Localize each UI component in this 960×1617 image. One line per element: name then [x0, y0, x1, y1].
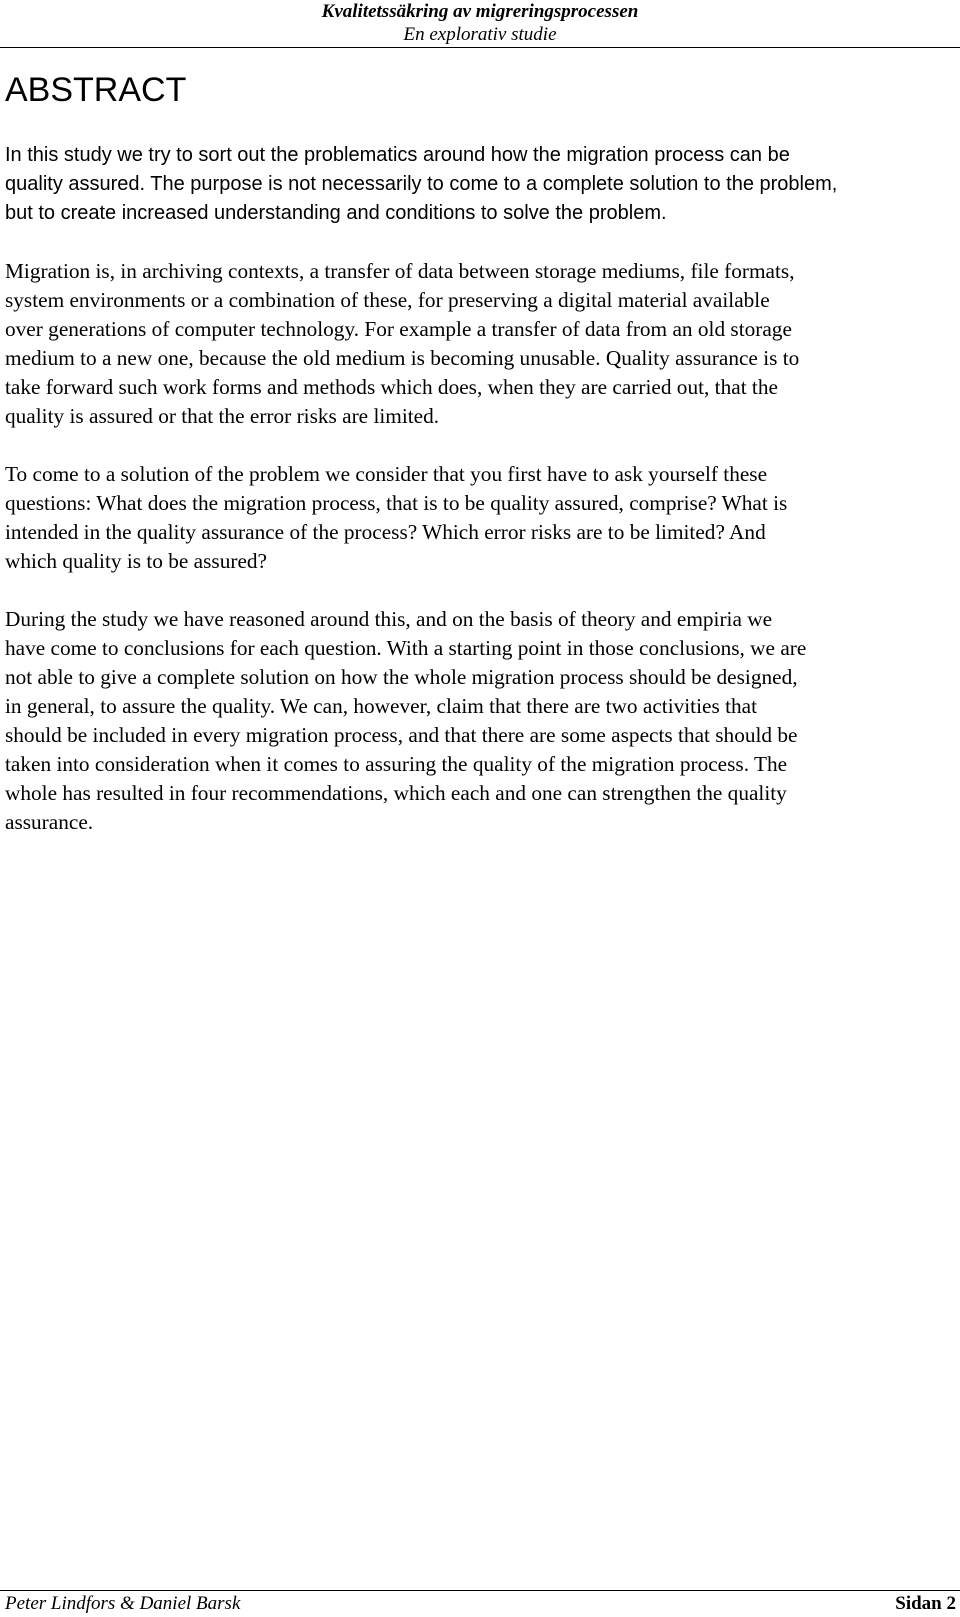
- text-line: should be included in every migration process, and that there are some aspects that should be: [5, 723, 798, 747]
- text-line: assurance.: [5, 810, 94, 834]
- text-line: whole has resulted in four recommendations, which each and one can strengthen the quality: [5, 781, 787, 805]
- text-line: In this study we try to sort out the problematics around how the migration process can be: [5, 144, 790, 166]
- text-line: questions: What does the migration process, that is to be quality assured, comprise? What is: [5, 491, 788, 515]
- text-line: quality assured. The purpose is not necessarily to come to a complete solution to the problem,: [5, 173, 838, 195]
- text-line: over generations of computer technology. For example a transfer of data from an old storage: [5, 317, 792, 341]
- paragraph-conclusions: [5, 605, 955, 837]
- paragraph-intro: [5, 141, 955, 228]
- text-line: quality is assured or that the error risks are limited.: [5, 404, 440, 428]
- abstract-body: [5, 141, 955, 866]
- footer-authors: Peter Lindfors & Daniel Barsk: [5, 1593, 241, 1614]
- text-line: medium to a new one, because the old medium is becoming unusable. Quality assurance is to: [5, 346, 800, 370]
- page-header: [0, 0, 960, 48]
- page-footer: [0, 1590, 960, 1617]
- header-title: Kvalitetssäkring av migreringsprocessen: [321, 1, 639, 22]
- text-line: taken into consideration when it comes to assuring the quality of the migration process. The: [5, 752, 788, 776]
- text-line: but to create increased understanding and conditions to solve the problem.: [5, 202, 667, 224]
- text-line: which quality is to be assured?: [5, 549, 268, 573]
- text-line: system environments or a combination of these, for preserving a digital material available: [5, 288, 770, 312]
- header-subtitle: En explorativ studie: [403, 24, 557, 45]
- abstract-heading: ABSTRACT: [5, 71, 187, 109]
- text-line: intended in the quality assurance of the process? Which error risks are to be limited? And: [5, 520, 766, 544]
- text-line: During the study we have reasoned around this, and on the basis of theory and empiria we: [5, 607, 773, 631]
- page-number: Sidan 2: [895, 1593, 956, 1614]
- text-line: Migration is, in archiving contexts, a transfer of data between storage mediums, file formats,: [5, 259, 795, 283]
- text-line: have come to conclusions for each question. With a starting point in those conclusions, we are: [5, 636, 807, 660]
- text-line: not able to give a complete solution on how the whole migration process should be designed,: [5, 665, 798, 689]
- text-line: take forward such work forms and methods which does, when they are carried out, that the: [5, 375, 778, 399]
- text-line: in general, to assure the quality. We can, however, claim that there are two activities that: [5, 694, 758, 718]
- paragraph-migration-definition: [5, 257, 955, 431]
- text-line: To come to a solution of the problem we consider that you first have to ask yourself these: [5, 462, 768, 486]
- paragraph-questions: [5, 460, 955, 576]
